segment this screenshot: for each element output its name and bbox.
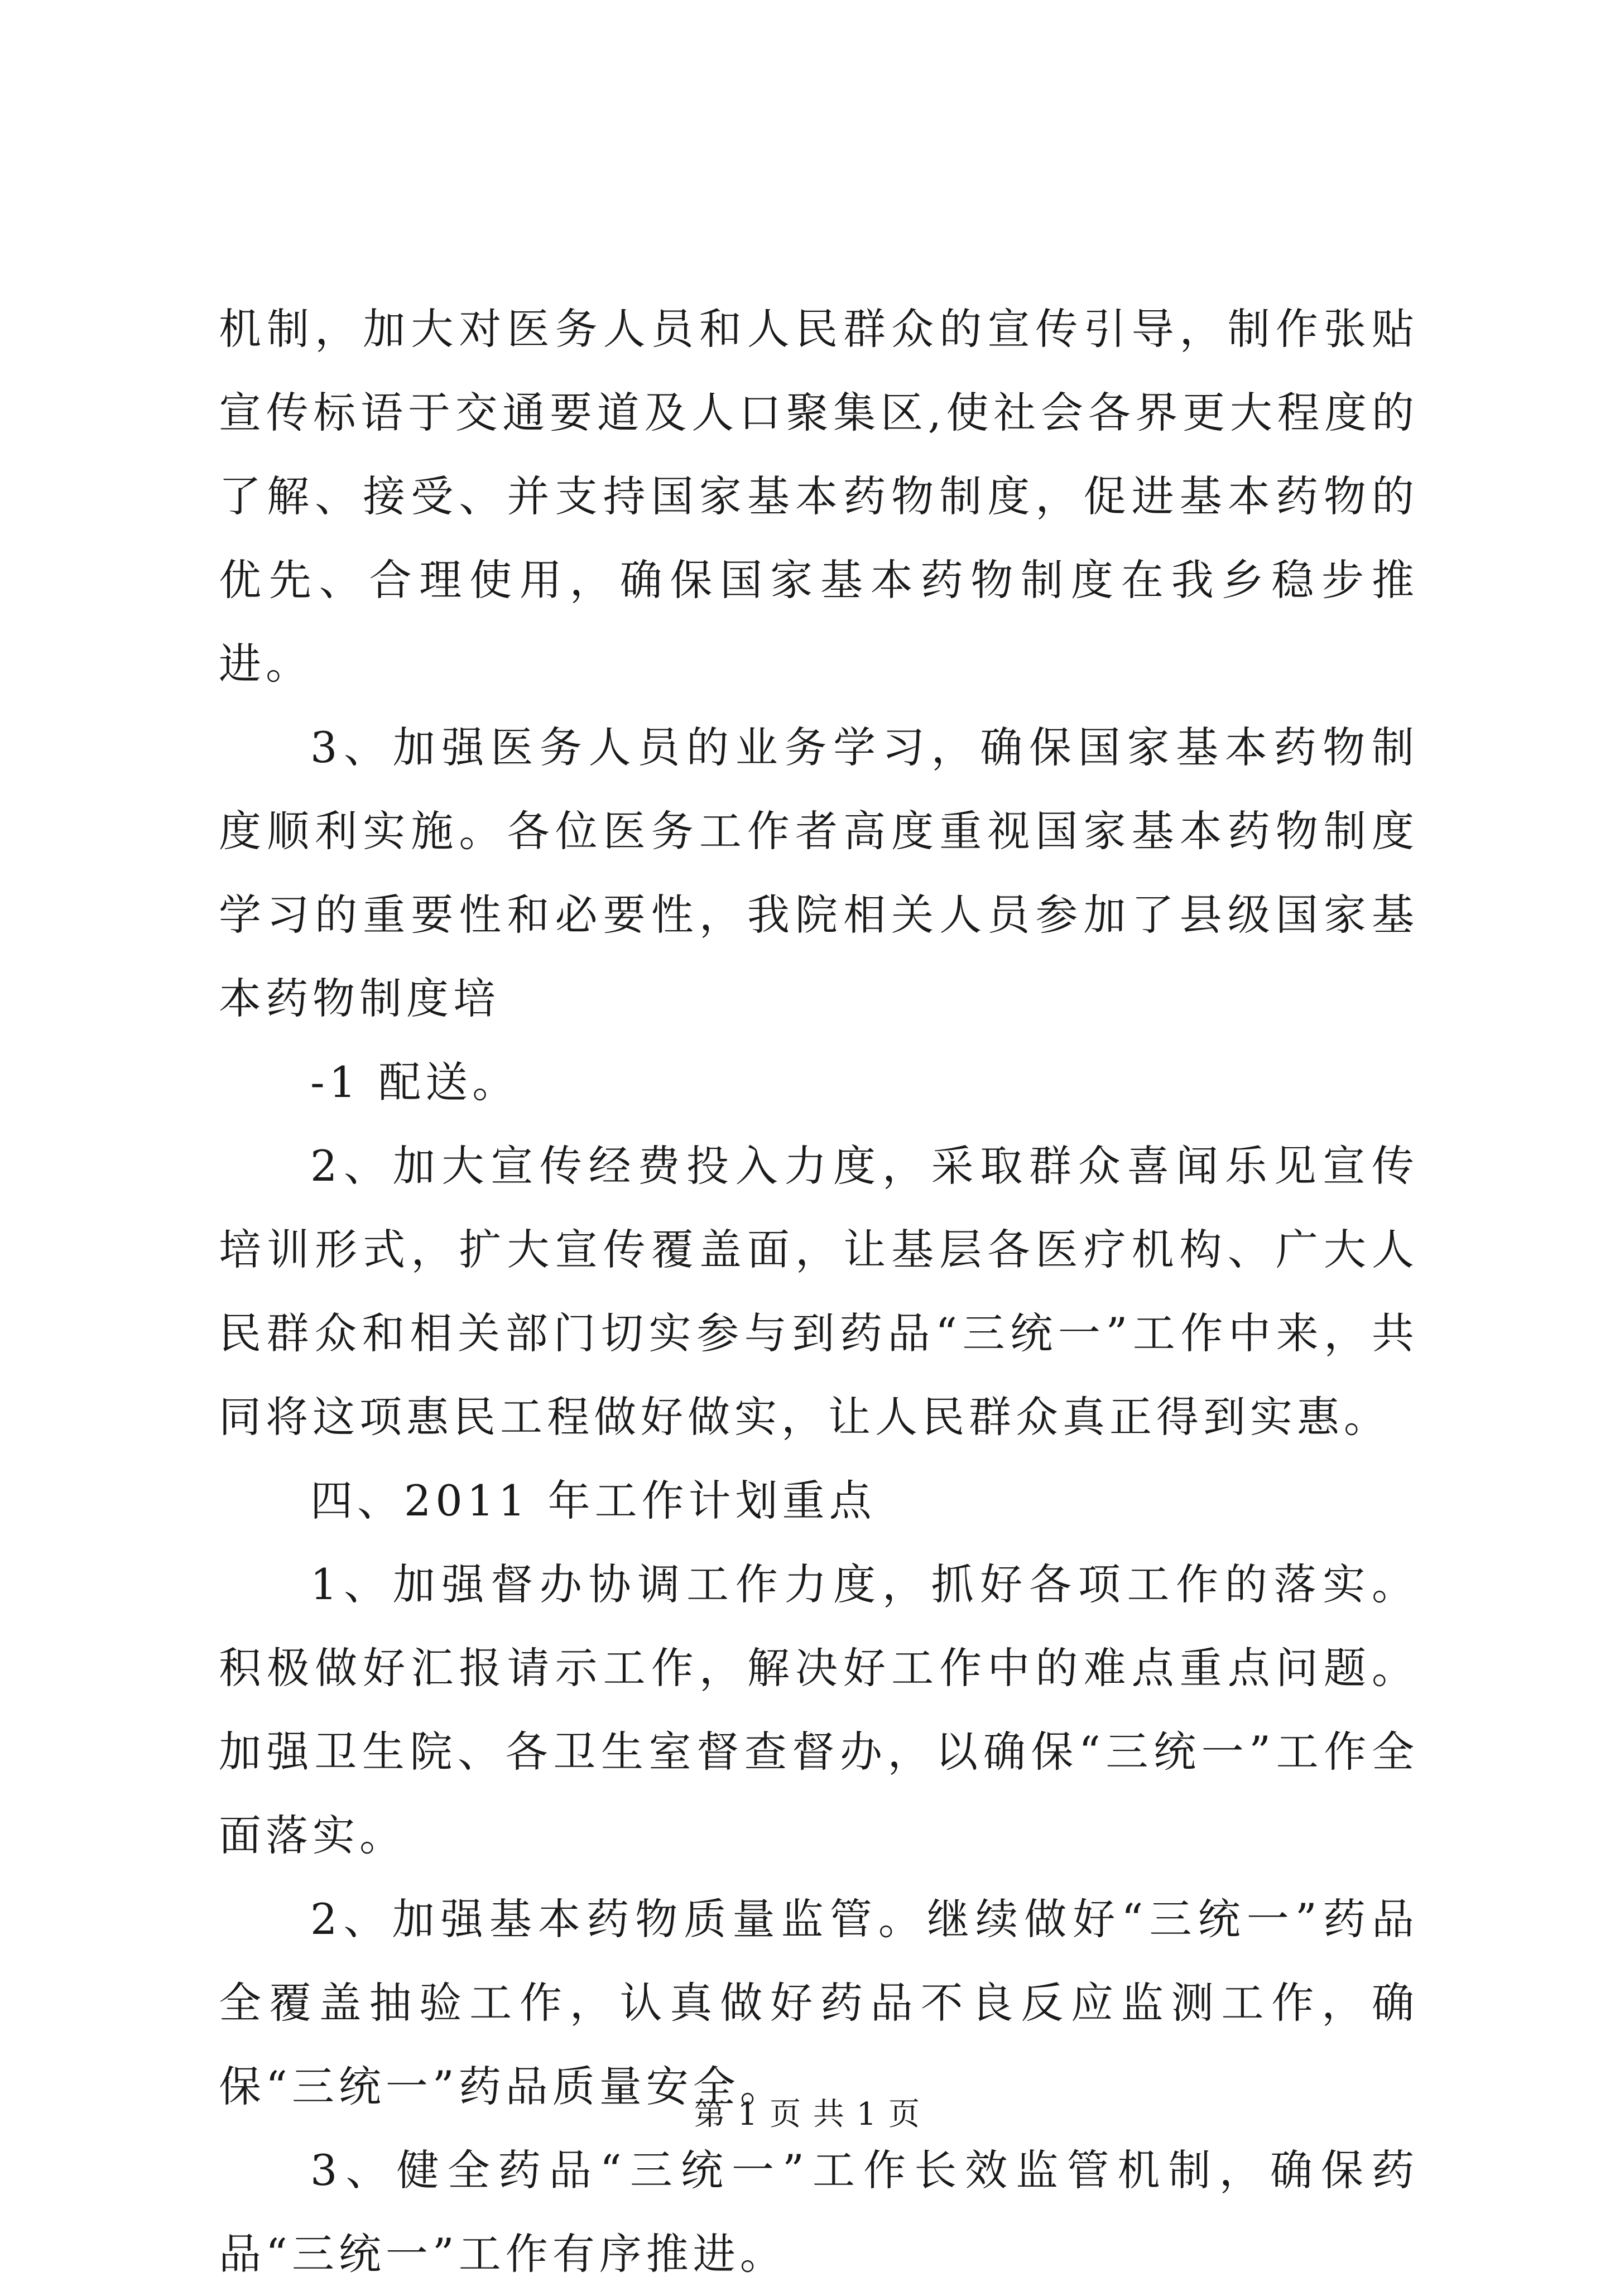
paragraph-2: 3、加强医务人员的业务学习，确保国家基本药物制度顺利实施。各位医务工作者高度重视国家基本药物制度学习的重要性和必要性，我院相关人员参加了县级国家基本药物制度培 [219,723,1419,1023]
paragraph-1: 机制，加大对医务人员和人民群众的宣传引导，制作张贴宣传标语于交通要道及人口聚集区,使社会各界更大程度的了解、接受、并支持国家基本药物制度，促进基本药物的优先、合理使用，确保国家基本药物制度在我乡稳步推进。 [219,304,1419,689]
section-heading: 四、2011 年工作计划重点 [310,1476,876,1525]
paragraph-7: 2、加强基本药物质量监管。继续做好“三统一”药品全覆盖抽验工作，认真做好药品不良反应监测工作，确保“三统一”药品质量安全。 [219,1894,1419,2111]
document-body [219,287,1419,2296]
paragraph-6: 1、加强督办协调工作力度，抓好各项工作的落实。积极做好汇报请示工作，解决好工作中的难点重点问题。加强卫生院、各卫生室督查督办，以确保“三统一”工作全面落实。 [219,1559,1419,1860]
paragraph-3: -1 配送。 [310,1057,520,1107]
paragraph-4: 2、加大宣传经费投入力度，采取群众喜闻乐见宣传培训形式，扩大宣传覆盖面，让基层各医疗机构、广大人民群众和相关部门切实参与到药品“三统一”工作中来，共同将这项惠民工程做好做实，让人民群众真正得到实惠。 [219,1141,1419,1442]
paragraph-8: 3、健全药品“三统一”工作长效监管机制，确保药品“三统一”工作有序推进。 [219,2145,1419,2279]
page-footer: 第 1 页 共 1 页 [694,2096,921,2133]
